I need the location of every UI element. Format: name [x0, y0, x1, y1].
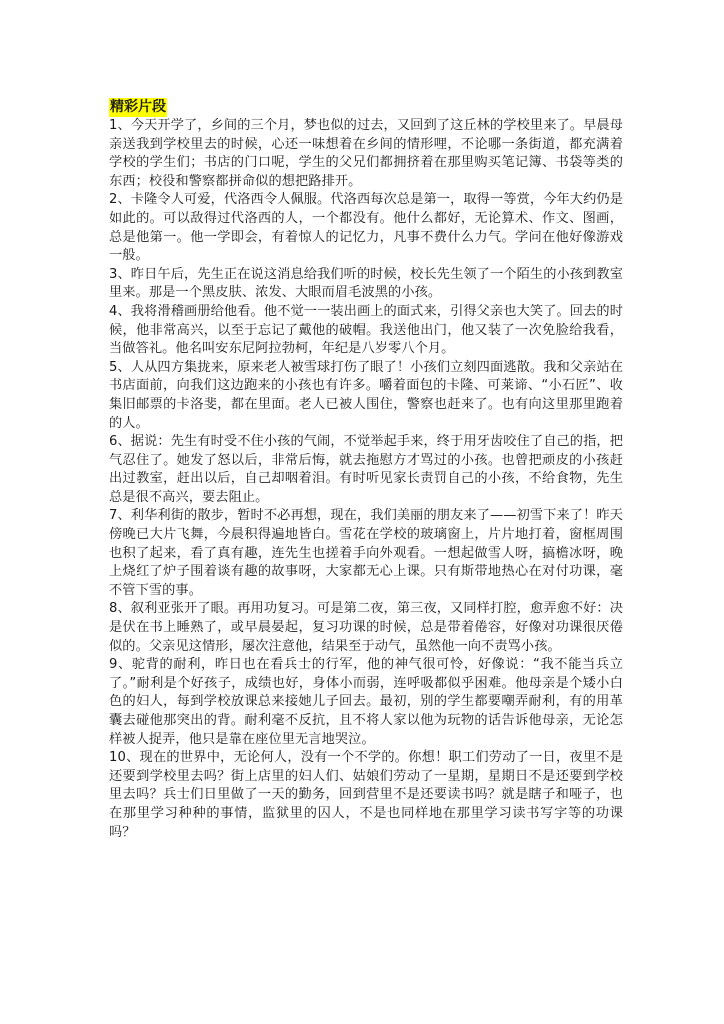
paragraph-3: 3、昨日午后，先生正在说这消息给我们听的时候，校长先生领了一个陌生的小孩到教室里来。那是一个黑皮肤、浓发、大眼而眉毛波黑的小孩。 — [109, 266, 623, 301]
section-heading: 精彩片段 — [110, 99, 166, 115]
paragraph-10: 10、现在的世界中，无论何人，没有一个不学的。你想！职工们劳动了一日，夜里不是还要到学校里去吗？街上店里的妇人们、姑娘们劳动了一星期，星期日不是还要到学校里去吗？兵士们日里做了一天的勤务，回到营里不是还要读书吗？就是瞎子和哑子，也在那里学习种种的事情，监狱里的囚人，不是也同样地在那里学习读书写字等的功课吗？ — [109, 750, 623, 840]
paragraph-1: 1、今天开学了，乡间的三个月，梦也似的过去，又回到了这丘林的学校里来了。早晨母亲送我到学校里去的时候，心还一味想着在乡间的情形哩，不论哪一条街道，都充满着学校的学生们；书店的门口呢，学生的父兄们都拥挤着在那里购买笔记簿、书袋等类的东西；校役和警察都拼命似的想把路排开。 — [109, 118, 623, 189]
paragraph-9: 9、驼背的耐利，昨日也在看兵士的行军，他的神气很可怜，好像说：“我不能当兵立了。”耐利是个好孩子，成绩也好，身体小而弱，连呼吸都似乎困难。他母亲是个矮小白色的妇人，每到学校放课总来接她儿子回去。最初，别的学生都要嘲弄耐利，有的用革囊去碰他那突出的背。耐利毫不反抗，且不将人家以他为玩物的话告诉他母亲，无论怎样被人捉弄，他只是靠在座位里无言地哭泣。 — [109, 657, 623, 747]
paragraph-6: 6、据说：先生有时受不住小孩的气闹，不觉举起手来，终于用牙齿咬住了自己的指，把气忍住了。她发了怒以后，非常后悔，就去拖慰方才骂过的小孩。也曾把顽皮的小孩赶出过教室，赶出以后，自己却咽着泪。有时听见家长责罚自己的小孩，不给食物，先生总是很不高兴，要去阻止。 — [109, 434, 623, 505]
paragraph-8: 8、叙利亚张开了眼。再用功复习。可是第二夜，第三夜，又同样打腔，愈弄愈不好：决是伏在书上睡熟了，或早晨晏起，复习功课的时候，总是带着倦容，好像对功课很厌倦似的。父亲见这情形，屡次注意他，结果至于动气，虽然他一向不责骂小孩。 — [109, 601, 623, 654]
paragraph-4: 4、我将滑稽画册给他看。他不觉一一装出画上的面式来，引得父亲也大笑了。回去的时候，他非常高兴，以至于忘记了戴他的破帽。我送他出门，他又装了一次免脸给我看，当做答礼。他名叫安东尼阿拉勃柯，年纪是八岁零八个月。 — [109, 303, 623, 357]
paragraph-2: 2、卡隆令人可爱，代洛西令人佩服。代洛西每次总是第一，取得一等赏，今年大约仍是如此的。可以敌得过代洛西的人，一个都没有。他什么都好，无论算术、作文、图画，总是他第一。他一学即会，有着惊人的记忆力，凡事不费什么力气。学问在他好像游戏一般。 — [109, 192, 623, 264]
paragraph-7: 7、利华利街的散步，暂时不必再想，现在，我们美丽的朋友来了——初雪下来了！昨天傍晚已大片飞舞，今晨积得遍地皆白。雪花在学校的玻璃窗上，片片地打着，窗框周围也积了起来，看了真有趣，连先生也搓着手向外观看。一想起做雪人呀，搞檐冰呀，晚上烧红了炉子围着谈有趣的故事呀，大家都无心上课。只有斯带地热心在对付功课，毫不管下雪的事。 — [109, 508, 623, 598]
paragraph-5: 5、人从四方集拢来，原来老人被雪球打伤了眼了！小孩们立刻四面逃散。我和父亲站在书店面前，向我们这边跑来的小孩也有许多。嚼着面包的卡隆、可莱谛、“小石匠”、收集旧邮票的卡洛斐，都在里面。老人已被人围住，警察也赶来了。也有向这里那里跑着的人。 — [109, 359, 623, 431]
document-page — [109, 96, 623, 842]
